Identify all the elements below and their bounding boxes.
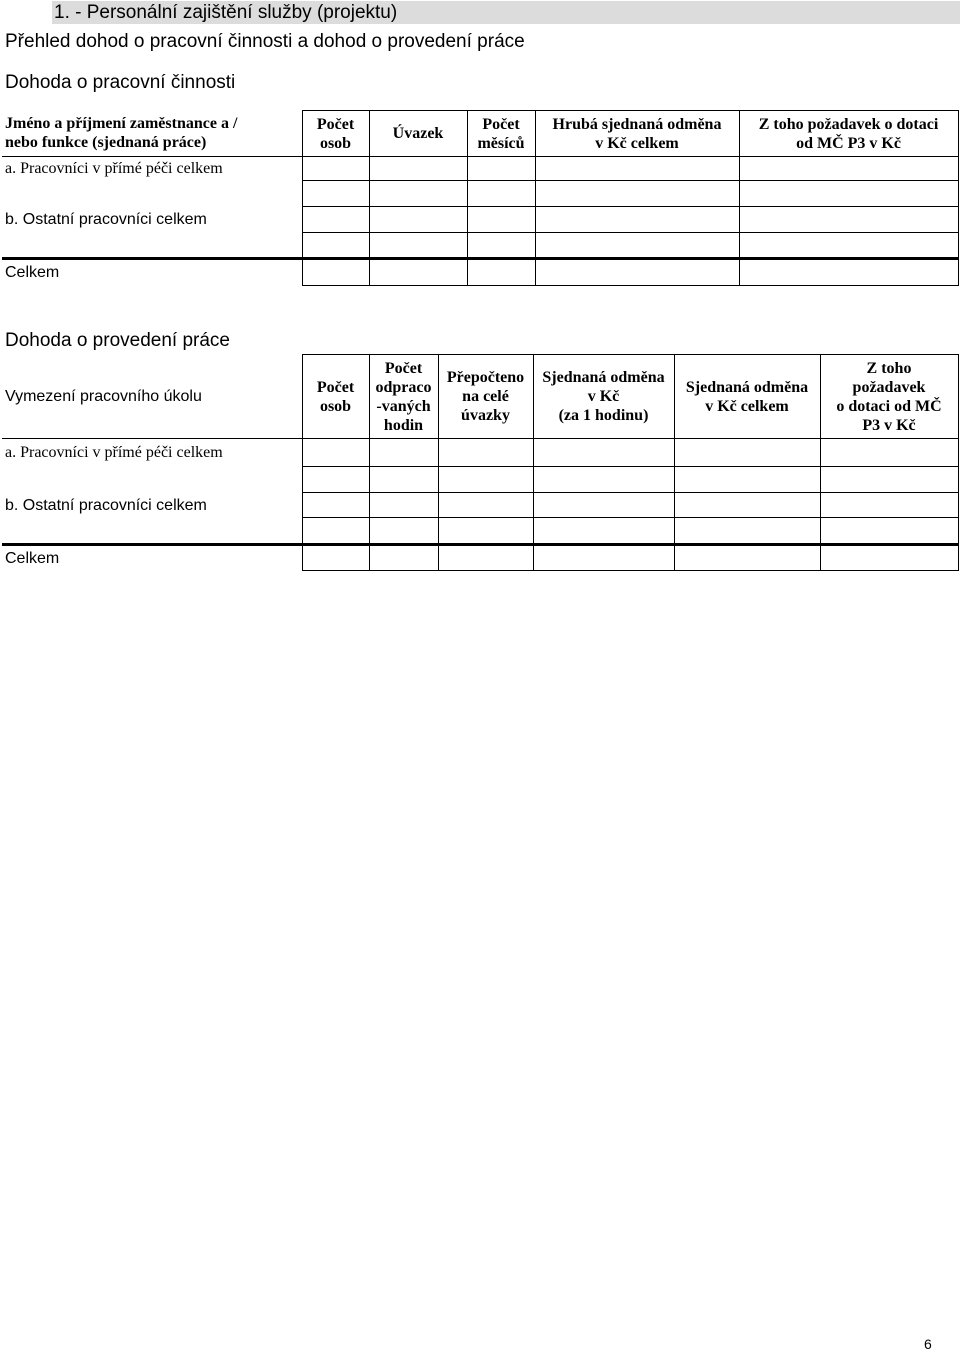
dpc-header-persons: Počet osob xyxy=(302,111,369,157)
dpc-cell[interactable] xyxy=(302,259,369,286)
dpp-table xyxy=(2,354,959,571)
dpp-cell[interactable] xyxy=(533,518,674,545)
dpc-header-gross: Hrubá sjednaná odměna v Kč celkem xyxy=(535,111,739,157)
dpp-header-persons: Počet osob xyxy=(302,355,369,439)
dpp-cell[interactable] xyxy=(369,545,438,571)
dpp-row-a-entry xyxy=(2,467,958,493)
dpc-row-a xyxy=(2,157,958,181)
dpp-header-task: Vymezení pracovního úkolu xyxy=(2,355,302,439)
dpc-cell[interactable] xyxy=(535,233,739,259)
dpp-cell[interactable] xyxy=(369,493,438,518)
dpp-row-b-entry xyxy=(2,518,958,545)
dpc-row-a-label: a. Pracovníci v přímé péči celkem xyxy=(5,160,223,178)
dpc-cell[interactable] xyxy=(467,207,535,233)
dpc-row-a-entry xyxy=(2,181,958,207)
dpc-cell[interactable] xyxy=(369,181,467,207)
dpp-header-fte: Přepočteno na celé úvazky xyxy=(438,355,533,439)
page-number: 6 xyxy=(924,1336,932,1352)
dpc-cell[interactable] xyxy=(369,207,467,233)
dpc-cell[interactable] xyxy=(535,181,739,207)
dpp-cell[interactable] xyxy=(533,545,674,571)
dpc-header-months: Počet měsíců xyxy=(467,111,535,157)
dpp-cell[interactable] xyxy=(820,493,958,518)
dpc-cell[interactable] xyxy=(739,259,958,286)
dpc-cell[interactable] xyxy=(302,157,369,181)
dpp-cell[interactable] xyxy=(302,493,369,518)
dpp-cell[interactable] xyxy=(438,439,533,467)
dpp-cell[interactable] xyxy=(438,545,533,571)
dpp-cell[interactable] xyxy=(820,518,958,545)
dpp-cell[interactable] xyxy=(820,545,958,571)
dpp-cell[interactable] xyxy=(533,439,674,467)
dpc-row-b-label: b. Ostatní pracovníci celkem xyxy=(5,211,207,228)
dpc-cell[interactable] xyxy=(739,181,958,207)
dpp-cell[interactable] xyxy=(369,518,438,545)
dpc-cell[interactable] xyxy=(535,157,739,181)
dpc-cell[interactable] xyxy=(467,181,535,207)
dpc-cell[interactable] xyxy=(369,157,467,181)
dpp-cell[interactable] xyxy=(438,518,533,545)
dpc-cell[interactable] xyxy=(302,233,369,259)
dpc-cell[interactable] xyxy=(302,207,369,233)
dpc-cell[interactable] xyxy=(302,181,369,207)
dpc-cell[interactable] xyxy=(467,259,535,286)
dpc-cell[interactable] xyxy=(535,259,739,286)
dpp-title: Dohoda o provedení práce xyxy=(5,330,230,351)
dpp-row-b-label: b. Ostatní pracovníci celkem xyxy=(5,496,207,514)
dpp-cell[interactable] xyxy=(674,467,820,493)
dpp-row-total xyxy=(2,545,958,571)
dpp-cell[interactable] xyxy=(820,467,958,493)
dpp-header-rate: Sjednaná odměna v Kč (za 1 hodinu) xyxy=(533,355,674,439)
dpc-header-workload: Úvazek xyxy=(369,111,467,157)
section-heading: 1. - Personální zajištění služby (projektu) xyxy=(52,1,960,24)
dpp-cell[interactable] xyxy=(674,545,820,571)
dpc-cell[interactable] xyxy=(739,207,958,233)
dpc-table xyxy=(2,110,959,286)
dpp-header-row xyxy=(2,355,958,439)
dpp-row-a-label: a. Pracovníci v přímé péči celkem xyxy=(5,444,223,462)
dpc-cell[interactable] xyxy=(467,157,535,181)
dpp-cell[interactable] xyxy=(674,493,820,518)
dpc-header-row xyxy=(2,111,958,157)
dpp-row-total-label: Celkem xyxy=(2,545,302,571)
dpp-cell[interactable] xyxy=(438,467,533,493)
dpc-header-subsidy: Z toho požadavek o dotaci od MČ P3 v Kč xyxy=(739,111,958,157)
dpc-row-total-label: Celkem xyxy=(2,259,302,286)
dpc-cell[interactable] xyxy=(739,157,958,181)
dpc-cell[interactable] xyxy=(739,233,958,259)
dpc-title: Dohoda o pracovní činnosti xyxy=(5,72,236,93)
dpp-cell[interactable] xyxy=(369,439,438,467)
dpp-cell[interactable] xyxy=(674,439,820,467)
dpp-cell[interactable] xyxy=(302,467,369,493)
dpp-row-b xyxy=(2,493,958,518)
dpc-row-total xyxy=(2,259,958,286)
dpp-cell[interactable] xyxy=(302,518,369,545)
dpc-cell[interactable] xyxy=(467,233,535,259)
dpp-cell[interactable] xyxy=(438,493,533,518)
dpp-row-a xyxy=(2,439,958,467)
dpc-cell[interactable] xyxy=(369,233,467,259)
dpp-header-total: Sjednaná odměna v Kč celkem xyxy=(674,355,820,439)
dpp-cell[interactable] xyxy=(820,439,958,467)
dpc-row-b xyxy=(2,207,958,233)
dpc-row-b-entry xyxy=(2,233,958,259)
dpp-cell[interactable] xyxy=(369,467,438,493)
dpp-cell[interactable] xyxy=(533,467,674,493)
dpp-cell[interactable] xyxy=(674,518,820,545)
dpp-cell[interactable] xyxy=(302,439,369,467)
dpc-cell[interactable] xyxy=(535,207,739,233)
section-subheading: Přehled dohod o pracovní činnosti a dohod o provedení práce xyxy=(5,31,525,52)
dpp-header-hours: Počet odpraco -vaných hodin xyxy=(369,355,438,439)
dpc-header-name: Jméno a příjmení zaměstnance a / nebo funkce (sjednaná práce) xyxy=(2,111,302,157)
dpp-cell[interactable] xyxy=(533,493,674,518)
dpc-cell[interactable] xyxy=(369,259,467,286)
dpp-cell[interactable] xyxy=(302,545,369,571)
dpp-header-subsidy: Z toho požadavek o dotaci od MČ P3 v Kč xyxy=(820,355,958,439)
